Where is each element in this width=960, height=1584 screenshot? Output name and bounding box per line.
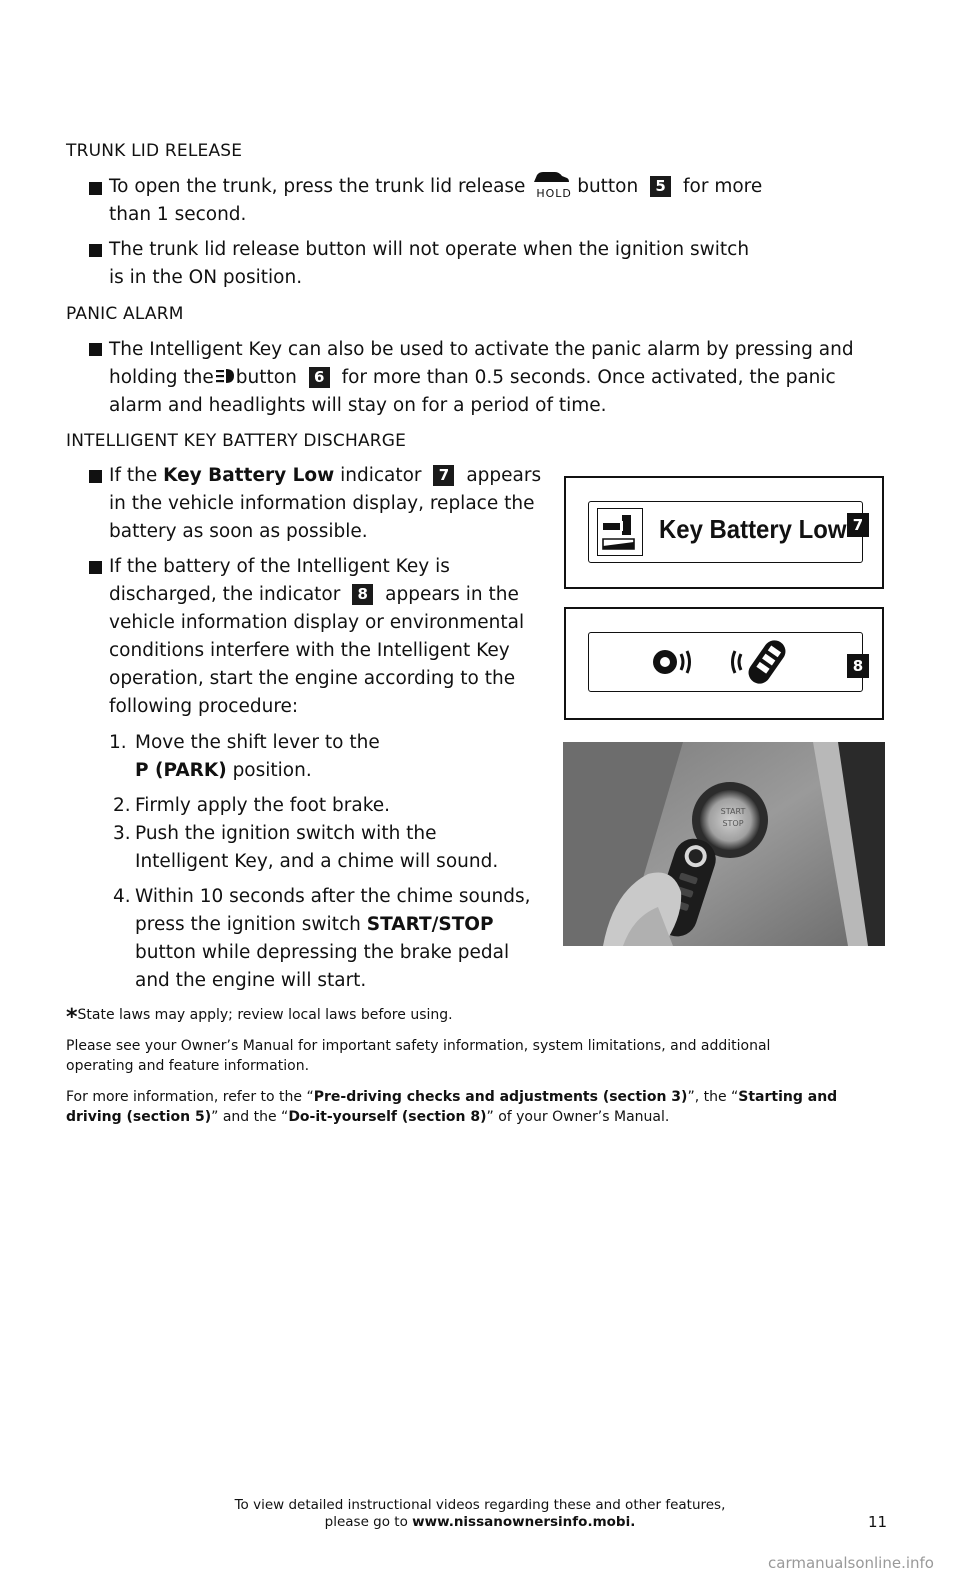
callout-number: 6 [309, 367, 330, 388]
hold-label: HOLD [536, 187, 572, 200]
state-laws-note [66, 1005, 453, 1028]
battery-bullet-2-line6: following procedure: [109, 696, 299, 717]
step-2-line1: Firmly apply the foot brake. [135, 795, 391, 816]
trunk-hold-icon [531, 174, 571, 200]
photo-ignition-key [563, 742, 885, 946]
watermark: carmanualsonline.info [768, 1554, 934, 1572]
battery-bullet-2-line3: vehicle information display or environmental [109, 612, 525, 633]
section-reference-8: Do-it-yourself (section 8) [288, 1109, 487, 1125]
section-reference-5-cont: driving (section 5) [66, 1109, 212, 1125]
text-span: please go to [324, 1514, 408, 1530]
callout-number: 8 [352, 584, 373, 605]
figure-key-battery-low [564, 476, 884, 589]
page-number: 11 [868, 1513, 888, 1531]
section-heading-battery: INTELLIGENT KEY BATTERY DISCHARGE [66, 431, 407, 451]
text-span: ” and the “ [211, 1109, 289, 1125]
text-span: To open the trunk, press the trunk lid release [109, 176, 526, 197]
bullet-marker [89, 182, 102, 195]
photo-start-text: START [720, 807, 746, 816]
section-heading-trunk: TRUNK LID RELEASE [66, 141, 243, 161]
footer-videos-line1: To view detailed instructional videos regarding these and other features, [234, 1497, 726, 1513]
step-4-line1: Within 10 seconds after the chime sounds, [135, 886, 531, 907]
text-span: appears in the [385, 584, 519, 605]
step-4-number: 4. [113, 886, 131, 907]
key-battery-icon [597, 508, 643, 556]
text-span: ”, the “ [687, 1089, 739, 1105]
section-reference-5: Starting and [738, 1089, 838, 1105]
text-span: for more than 0.5 seconds. Once activated, the panic [341, 367, 836, 388]
panic-line1: The Intelligent Key can also be used to activate the panic alarm by pressing and [109, 339, 854, 360]
bold-term: P (PARK) [135, 760, 227, 781]
battery-bullet-1-line2: in the vehicle information display, replace the [109, 493, 535, 514]
battery-bullet-2-line2 [109, 581, 519, 609]
text-span: for more [683, 176, 763, 197]
battery-bullet-1-line1 [109, 462, 541, 490]
step-1-number: 1. [109, 732, 127, 753]
battery-bullet-2-line1: If the battery of the Intelligent Key is [109, 556, 450, 577]
panic-headlight-icon [214, 366, 236, 386]
section-heading-panic: PANIC ALARM [66, 304, 184, 324]
text-span: button [235, 367, 297, 388]
section-reference-3: Pre-driving checks and adjustments (section 3) [313, 1089, 688, 1105]
figure-tag-7: 7 [847, 513, 869, 537]
trunk-bullet-2-line2: is in the ON position. [109, 267, 303, 288]
bold-term: START/STOP [366, 914, 494, 935]
text-span: ” of your Owner’s Manual. [486, 1109, 670, 1125]
panic-line3: alarm and headlights will stay on for a period of time. [109, 395, 607, 416]
callout-number: 5 [650, 176, 671, 197]
text-span: button [577, 176, 639, 197]
step-4-line4: and the engine will start. [135, 970, 367, 991]
step-2-number: 2. [113, 795, 131, 816]
bullet-marker [89, 470, 102, 483]
photo-stop-text: STOP [722, 819, 744, 828]
figure-tag-8: 8 [847, 654, 869, 678]
bullet-marker [89, 244, 102, 257]
bullet-marker [89, 343, 102, 356]
step-1-line1: Move the shift lever to the [135, 732, 380, 753]
panic-line2 [109, 364, 836, 392]
figure-key-warning [564, 607, 884, 720]
key-signal-icon [649, 634, 799, 690]
more-info-line1 [66, 1087, 837, 1107]
text-span: If the [109, 465, 158, 486]
text-span: position. [232, 760, 312, 781]
step-4-line2 [135, 911, 494, 939]
bold-term: Key Battery Low [163, 465, 335, 486]
step-1-line2 [135, 757, 312, 785]
display-frame [588, 632, 863, 692]
text-span: indicator [340, 465, 422, 486]
callout-number: 7 [433, 465, 454, 486]
more-info-line2 [66, 1107, 669, 1127]
trunk-bullet-1 [109, 173, 762, 201]
step-4-line3: button while depressing the brake pedal [135, 942, 510, 963]
step-3-line2: Intelligent Key, and a chime will sound. [135, 851, 499, 872]
trunk-bullet-2-line1: The trunk lid release button will not operate when the ignition switch [109, 239, 750, 260]
step-3-number: 3. [113, 823, 131, 844]
step-3-line1: Push the ignition switch with the [135, 823, 437, 844]
battery-bullet-1-line3: battery as soon as possible. [109, 521, 368, 542]
see-manual-line2: operating and feature information. [66, 1058, 310, 1074]
footer-videos-line2 [180, 1514, 780, 1531]
trunk-bullet-1-line2: than 1 second. [109, 204, 247, 225]
footer-link[interactable]: www.nissanownersinfo.mobi. [412, 1514, 636, 1530]
asterisk: * [66, 1005, 78, 1030]
see-manual-line1: Please see your Owner’s Manual for important safety information, system limitations, and additional [66, 1038, 771, 1054]
battery-bullet-2-line5: operation, start the engine according to the [109, 668, 516, 689]
bullet-marker [89, 561, 102, 574]
text-span: State laws may apply; review local laws before using. [77, 1007, 453, 1023]
text-span: For more information, refer to the “ [66, 1089, 314, 1105]
text-span: appears [466, 465, 542, 486]
text-span: holding the [109, 367, 214, 388]
display-frame [588, 501, 863, 563]
battery-bullet-2-line4: conditions interfere with the Intelligent Key [109, 640, 510, 661]
text-span: press the ignition switch [135, 914, 361, 935]
text-span: discharged, the indicator [109, 584, 341, 605]
key-battery-low-text: Key Battery Low [659, 514, 847, 544]
